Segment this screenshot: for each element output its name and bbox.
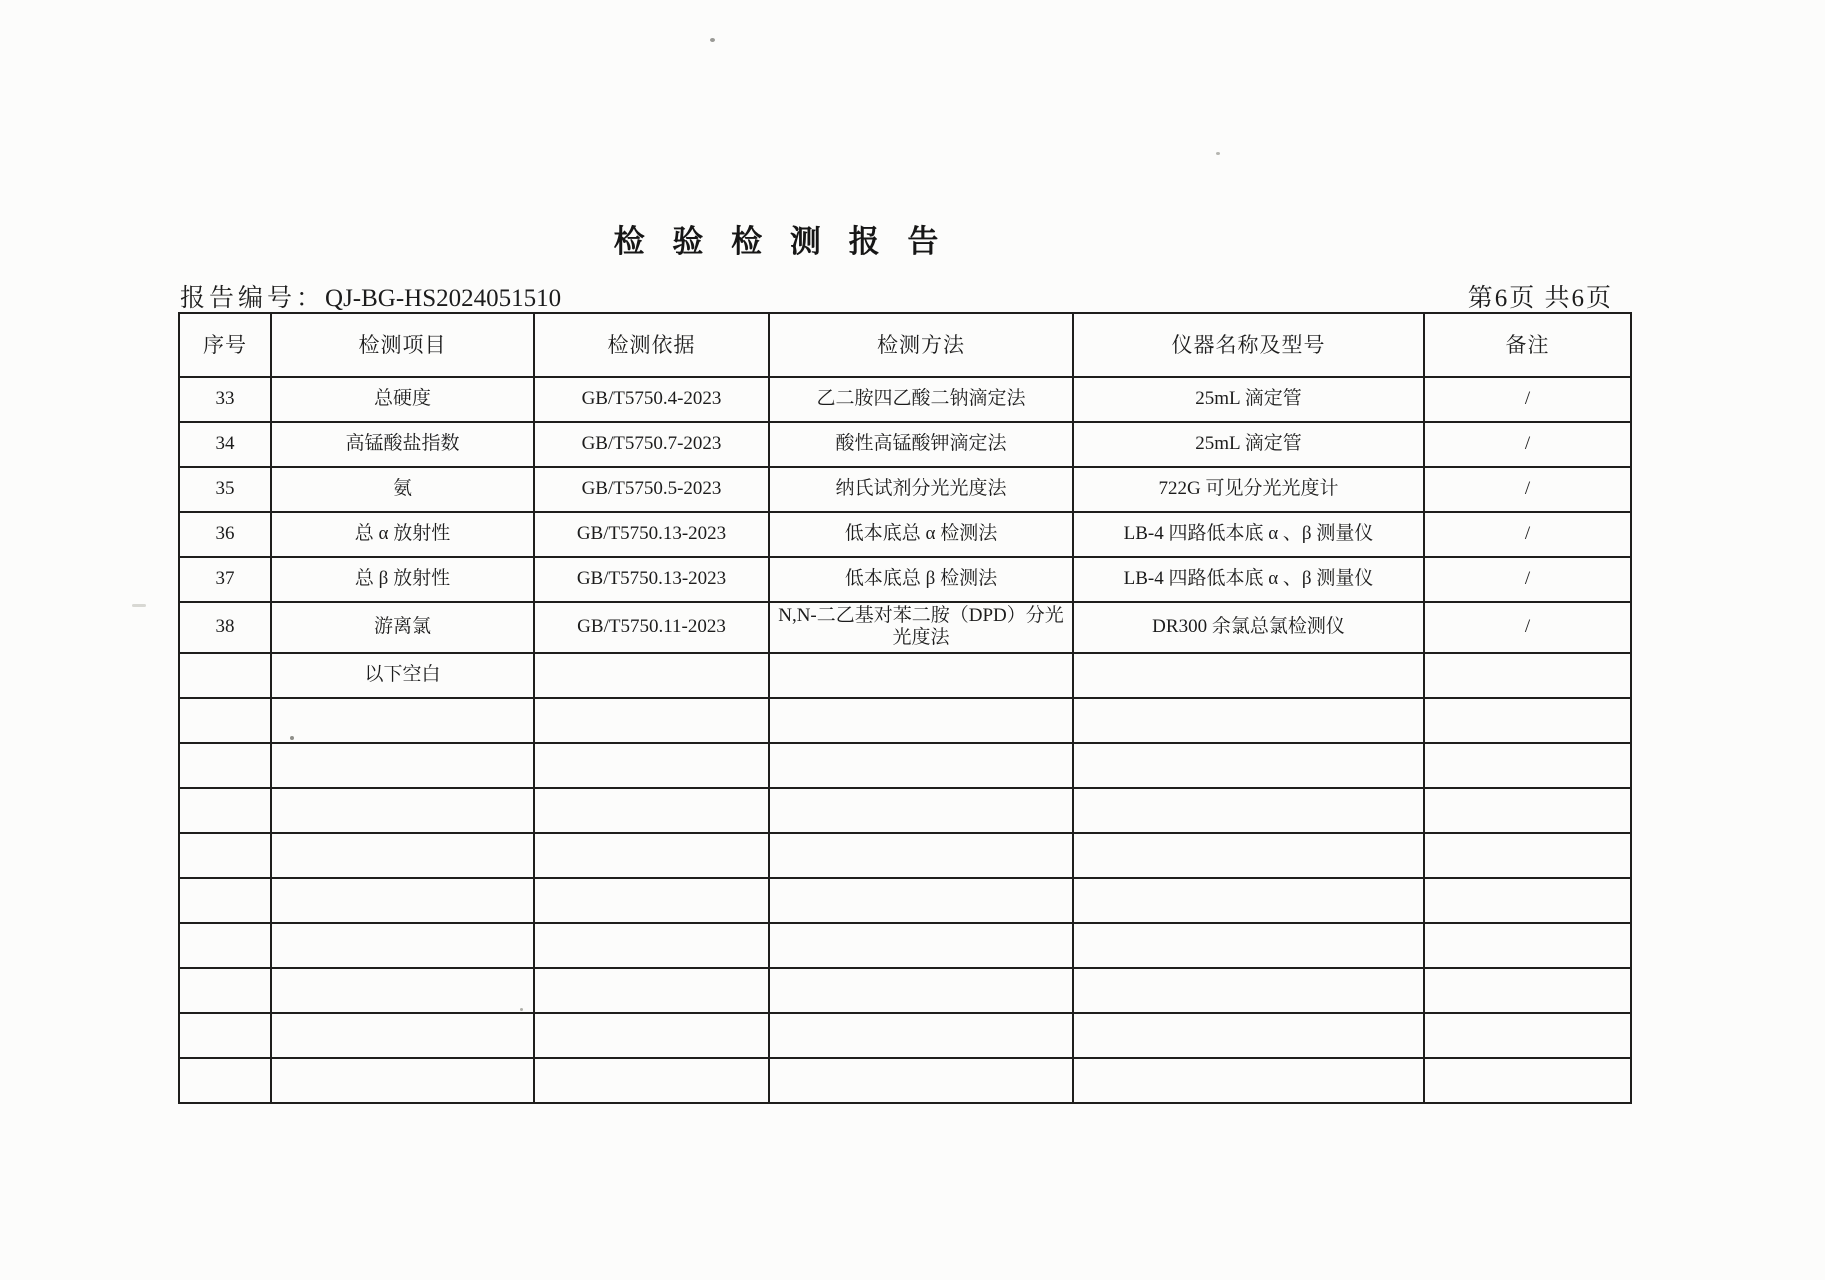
cell-remark: / bbox=[1424, 512, 1631, 557]
cell-method-text: 低本底总 α 检测法 bbox=[844, 523, 998, 545]
report-title: 检 验 检 测 报 告 bbox=[613, 224, 943, 259]
header-no: 序号 bbox=[179, 313, 271, 377]
table-row bbox=[179, 968, 1631, 1013]
table-row bbox=[179, 698, 1631, 743]
cell-no bbox=[179, 968, 271, 1013]
cell-method bbox=[769, 512, 1073, 557]
cell-basis: GB/T5750.7-2023 bbox=[534, 422, 769, 467]
cell-remark bbox=[1424, 1013, 1631, 1058]
cell-remark bbox=[1424, 1058, 1631, 1103]
cell-remark bbox=[1424, 743, 1631, 788]
cell-instrument bbox=[1073, 698, 1424, 743]
cell-instrument: 25mL 滴定管 bbox=[1073, 422, 1424, 467]
cell-item bbox=[271, 1058, 534, 1103]
report-number-value: QJ-BG-HS2024051510 bbox=[325, 285, 562, 312]
header-remark: 备注 bbox=[1424, 313, 1631, 377]
scan-artifact bbox=[132, 604, 146, 607]
cell-instrument bbox=[1073, 878, 1424, 923]
cell-basis bbox=[534, 923, 769, 968]
cell-remark bbox=[1424, 653, 1631, 698]
cell-remark: / bbox=[1424, 557, 1631, 602]
table-row bbox=[179, 512, 1631, 557]
header-instrument: 仪器名称及型号 bbox=[1073, 313, 1424, 377]
cell-method bbox=[769, 743, 1073, 788]
cell-no bbox=[179, 653, 271, 698]
cell-basis: GB/T5750.5-2023 bbox=[534, 467, 769, 512]
cell-no bbox=[179, 743, 271, 788]
cell-instrument bbox=[1073, 923, 1424, 968]
cell-remark: / bbox=[1424, 377, 1631, 422]
cell-item bbox=[271, 1013, 534, 1058]
cell-item bbox=[271, 923, 534, 968]
header-basis: 检测依据 bbox=[534, 313, 769, 377]
cell-no bbox=[179, 878, 271, 923]
cell-item: 高锰酸盐指数 bbox=[271, 422, 534, 467]
table-row bbox=[179, 602, 1631, 653]
cell-remark: / bbox=[1424, 467, 1631, 512]
cell-no: 36 bbox=[179, 512, 271, 557]
table-row bbox=[179, 833, 1631, 878]
header-row bbox=[179, 313, 1631, 377]
cell-no bbox=[179, 923, 271, 968]
report-number-label: 报告编号： bbox=[180, 285, 326, 312]
cell-method bbox=[769, 1058, 1073, 1103]
cell-remark bbox=[1424, 968, 1631, 1013]
table-row bbox=[179, 467, 1631, 512]
cell-method-text: N,N-二乙基对苯二胺（DPD）分光光度法 bbox=[778, 605, 1064, 649]
cell-method bbox=[769, 788, 1073, 833]
cell-instrument bbox=[1073, 788, 1424, 833]
table-row bbox=[179, 788, 1631, 833]
cell-basis: GB/T5750.13-2023 bbox=[534, 557, 769, 602]
cell-method-text: 乙二胺四乙酸二钠滴定法 bbox=[816, 388, 1026, 410]
cell-method-text: 酸性高锰酸钾滴定法 bbox=[835, 433, 1007, 455]
cell-method bbox=[769, 422, 1073, 467]
cell-instrument bbox=[1073, 968, 1424, 1013]
scan-artifact bbox=[1216, 152, 1220, 155]
cell-no: 34 bbox=[179, 422, 271, 467]
cell-remark bbox=[1424, 878, 1631, 923]
cell-basis: GB/T5750.11-2023 bbox=[534, 602, 769, 653]
table-row bbox=[179, 878, 1631, 923]
cell-method bbox=[769, 698, 1073, 743]
scan-artifact bbox=[290, 736, 294, 740]
cell-instrument bbox=[1073, 1013, 1424, 1058]
cell-instrument: DR300 余氯总氯检测仪 bbox=[1073, 602, 1424, 653]
scan-artifact bbox=[520, 1008, 523, 1011]
cell-instrument bbox=[1073, 743, 1424, 788]
table-row bbox=[179, 557, 1631, 602]
cell-item: 总硬度 bbox=[271, 377, 534, 422]
cell-item bbox=[271, 698, 534, 743]
cell-remark bbox=[1424, 923, 1631, 968]
cell-method bbox=[769, 377, 1073, 422]
cell-item: 总 α 放射性 bbox=[271, 512, 534, 557]
cell-basis bbox=[534, 698, 769, 743]
cell-method bbox=[769, 557, 1073, 602]
cell-method-text: 纳氏试剂分光光度法 bbox=[835, 478, 1007, 500]
cell-method bbox=[769, 467, 1073, 512]
cell-remark: / bbox=[1424, 422, 1631, 467]
cell-instrument: 722G 可见分光光度计 bbox=[1073, 467, 1424, 512]
cell-basis bbox=[534, 878, 769, 923]
page-indicator: 第6页 共6页 bbox=[1467, 285, 1613, 312]
cell-item bbox=[271, 878, 534, 923]
cell-instrument: 25mL 滴定管 bbox=[1073, 377, 1424, 422]
report-table-header bbox=[179, 313, 1631, 377]
cell-basis: GB/T5750.4-2023 bbox=[534, 377, 769, 422]
cell-method bbox=[769, 833, 1073, 878]
table-row bbox=[179, 1013, 1631, 1058]
cell-instrument bbox=[1073, 833, 1424, 878]
cell-remark bbox=[1424, 698, 1631, 743]
cell-remark bbox=[1424, 833, 1631, 878]
cell-basis bbox=[534, 1013, 769, 1058]
cell-method bbox=[769, 923, 1073, 968]
table-row bbox=[179, 422, 1631, 467]
cell-item bbox=[271, 743, 534, 788]
cell-no bbox=[179, 833, 271, 878]
header-item: 检测项目 bbox=[271, 313, 534, 377]
cell-no bbox=[179, 788, 271, 833]
table-row bbox=[179, 653, 1631, 698]
cell-method bbox=[769, 878, 1073, 923]
cell-instrument: LB-4 四路低本底 α 、β 测量仪 bbox=[1073, 557, 1424, 602]
cell-item: 氨 bbox=[271, 467, 534, 512]
report-table-body bbox=[179, 377, 1631, 1103]
table-row bbox=[179, 743, 1631, 788]
cell-instrument bbox=[1073, 1058, 1424, 1103]
cell-basis: GB/T5750.13-2023 bbox=[534, 512, 769, 557]
cell-no: 35 bbox=[179, 467, 271, 512]
table-row bbox=[179, 1058, 1631, 1103]
cell-item bbox=[271, 968, 534, 1013]
cell-instrument bbox=[1073, 653, 1424, 698]
cell-no bbox=[179, 1058, 271, 1103]
report-number-line bbox=[180, 278, 561, 314]
cell-item: 总 β 放射性 bbox=[271, 557, 534, 602]
cell-method-text: 低本底总 β 检测法 bbox=[844, 568, 998, 590]
scan-artifact bbox=[710, 38, 715, 42]
cell-no: 37 bbox=[179, 557, 271, 602]
header-method: 检测方法 bbox=[769, 313, 1073, 377]
cell-method bbox=[769, 1013, 1073, 1058]
cell-item: 游离氯 bbox=[271, 602, 534, 653]
cell-no: 38 bbox=[179, 602, 271, 653]
cell-instrument: LB-4 四路低本底 α 、β 测量仪 bbox=[1073, 512, 1424, 557]
cell-basis bbox=[534, 653, 769, 698]
cell-remark bbox=[1424, 788, 1631, 833]
cell-basis bbox=[534, 788, 769, 833]
table-row bbox=[179, 377, 1631, 422]
cell-basis bbox=[534, 968, 769, 1013]
cell-item bbox=[271, 788, 534, 833]
cell-basis bbox=[534, 833, 769, 878]
cell-method bbox=[769, 653, 1073, 698]
cell-item bbox=[271, 833, 534, 878]
cell-no bbox=[179, 1013, 271, 1058]
cell-method bbox=[769, 602, 1073, 653]
cell-basis bbox=[534, 743, 769, 788]
table-row bbox=[179, 923, 1631, 968]
report-table bbox=[178, 312, 1632, 1104]
cell-remark: / bbox=[1424, 602, 1631, 653]
cell-no bbox=[179, 698, 271, 743]
cell-item: 以下空白 bbox=[271, 653, 534, 698]
cell-method bbox=[769, 968, 1073, 1013]
cell-basis bbox=[534, 1058, 769, 1103]
cell-no: 33 bbox=[179, 377, 271, 422]
